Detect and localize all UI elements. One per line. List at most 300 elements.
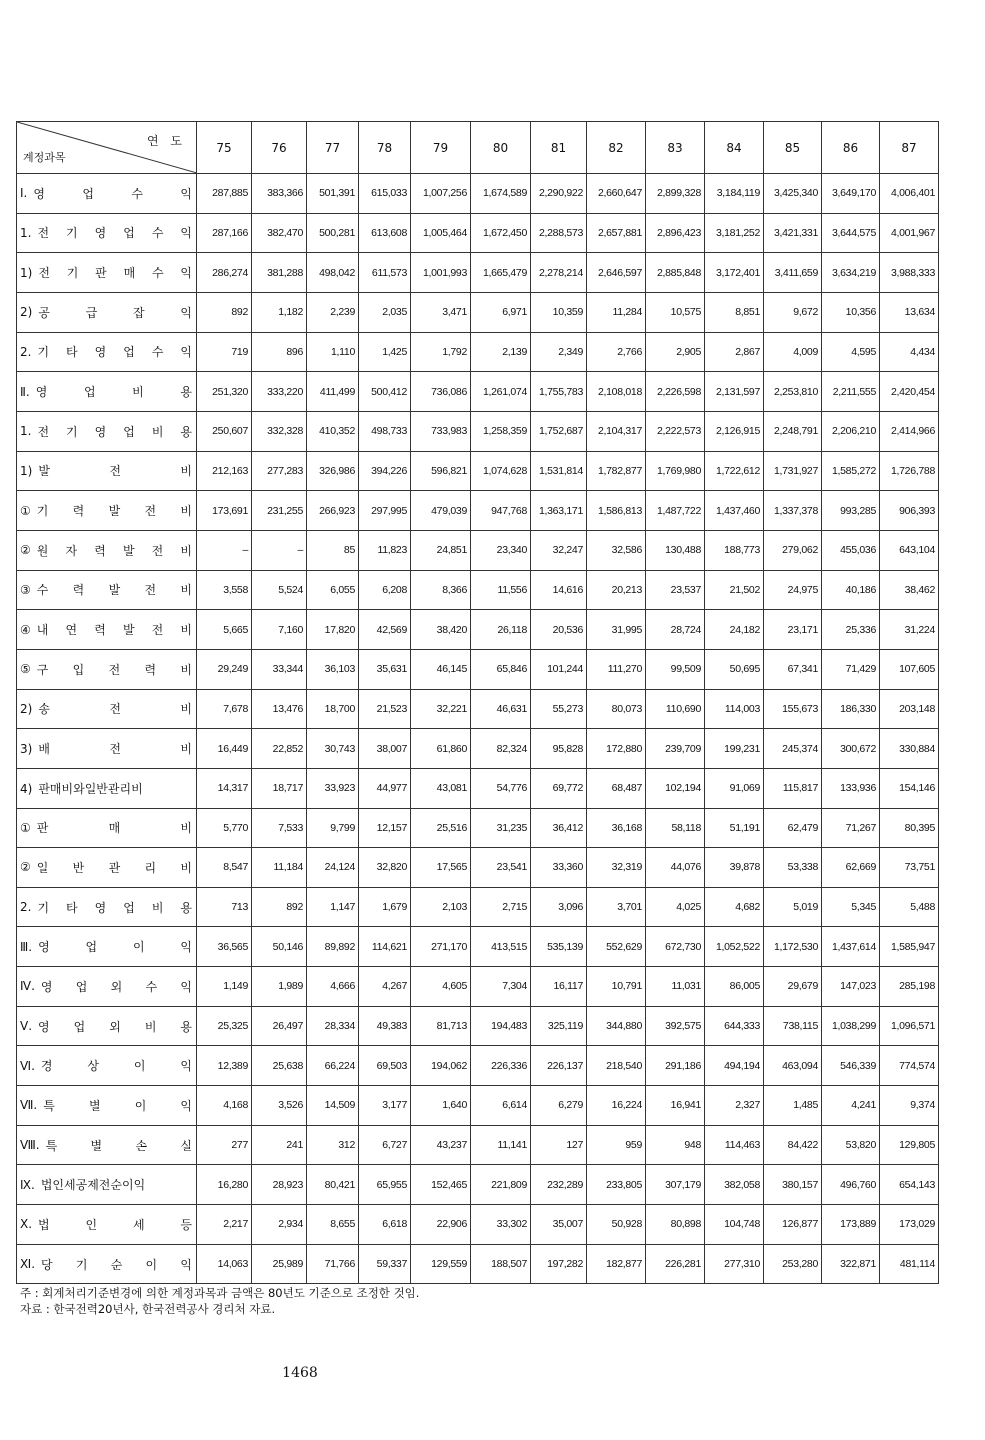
value-cell: 1,585,272 bbox=[822, 451, 880, 491]
value-cell: 22,906 bbox=[411, 1205, 471, 1245]
value-cell: 2,290,922 bbox=[531, 174, 587, 214]
value-cell: 277,283 bbox=[252, 451, 307, 491]
value-cell: 65,846 bbox=[471, 649, 531, 689]
value-cell: 1,005,464 bbox=[411, 213, 471, 253]
value-cell: 114,621 bbox=[359, 927, 411, 967]
value-cell: 2,896,423 bbox=[646, 213, 705, 253]
value-cell: 644,333 bbox=[705, 1006, 764, 1046]
value-cell: 738,115 bbox=[764, 1006, 822, 1046]
value-cell: 16,224 bbox=[587, 1086, 646, 1126]
value-cell: 42,569 bbox=[359, 610, 411, 650]
value-cell: 11,031 bbox=[646, 967, 705, 1007]
value-cell: 129,805 bbox=[880, 1125, 939, 1165]
value-cell: 152,465 bbox=[411, 1165, 471, 1205]
value-cell: 1,674,589 bbox=[471, 174, 531, 214]
value-cell: 8,366 bbox=[411, 570, 471, 610]
value-cell: 736,086 bbox=[411, 372, 471, 412]
value-cell: 455,036 bbox=[822, 530, 880, 570]
value-cell: 101,244 bbox=[531, 649, 587, 689]
value-cell: 3,988,333 bbox=[880, 253, 939, 293]
value-cell: 81,713 bbox=[411, 1006, 471, 1046]
value-cell: 1,640 bbox=[411, 1086, 471, 1126]
value-cell: 1,437,614 bbox=[822, 927, 880, 967]
value-cell: 54,776 bbox=[471, 768, 531, 808]
value-cell: 947,768 bbox=[471, 491, 531, 531]
table-row bbox=[17, 253, 939, 293]
account-number: 1) bbox=[20, 265, 33, 280]
account-label-cell bbox=[17, 808, 197, 848]
value-cell: 287,166 bbox=[197, 213, 252, 253]
value-cell: 23,537 bbox=[646, 570, 705, 610]
value-cell: 23,340 bbox=[471, 530, 531, 570]
value-cell: 25,638 bbox=[252, 1046, 307, 1086]
value-cell: 173,691 bbox=[197, 491, 252, 531]
account-label-cell bbox=[17, 253, 197, 293]
value-cell: 479,039 bbox=[411, 491, 471, 531]
value-cell: 13,634 bbox=[880, 292, 939, 332]
table-row bbox=[17, 1205, 939, 1245]
year-header: 76 bbox=[252, 122, 307, 174]
value-cell: 1,007,256 bbox=[411, 174, 471, 214]
account-label-cell bbox=[17, 174, 197, 214]
value-cell: 277,310 bbox=[705, 1244, 764, 1284]
value-cell: 24,975 bbox=[764, 570, 822, 610]
value-cell: 62,669 bbox=[822, 848, 880, 888]
value-cell: 643,104 bbox=[880, 530, 939, 570]
value-cell: 4,434 bbox=[880, 332, 939, 372]
value-cell: – bbox=[197, 530, 252, 570]
account-label-cell bbox=[17, 451, 197, 491]
account-label-cell bbox=[17, 411, 197, 451]
value-cell: 733,983 bbox=[411, 411, 471, 451]
account-label-cell bbox=[17, 927, 197, 967]
year-header: 79 bbox=[411, 122, 471, 174]
value-cell: 896 bbox=[252, 332, 307, 372]
value-cell: 99,509 bbox=[646, 649, 705, 689]
account-label-cell bbox=[17, 848, 197, 888]
value-cell: 1,665,479 bbox=[471, 253, 531, 293]
value-cell: 18,717 bbox=[252, 768, 307, 808]
value-cell: 4,267 bbox=[359, 967, 411, 1007]
value-cell: 1,074,628 bbox=[471, 451, 531, 491]
value-cell: 80,395 bbox=[880, 808, 939, 848]
value-cell: 10,359 bbox=[531, 292, 587, 332]
value-cell: 231,255 bbox=[252, 491, 307, 531]
account-number: 1. bbox=[20, 424, 32, 439]
value-cell: 20,213 bbox=[587, 570, 646, 610]
table-row bbox=[17, 491, 939, 531]
value-cell: 1,679 bbox=[359, 887, 411, 927]
account-label: 발 전 비 bbox=[38, 464, 192, 479]
value-cell: 394,226 bbox=[359, 451, 411, 491]
value-cell: 3,421,331 bbox=[764, 213, 822, 253]
value-cell: 330,884 bbox=[880, 729, 939, 769]
value-cell: 3,425,340 bbox=[764, 174, 822, 214]
value-cell: 382,470 bbox=[252, 213, 307, 253]
year-axis-label: 연 도 bbox=[147, 134, 182, 148]
account-label: 원 자 력 발 전 비 bbox=[36, 543, 192, 558]
value-cell: 80,073 bbox=[587, 689, 646, 729]
year-header: 86 bbox=[822, 122, 880, 174]
table-row bbox=[17, 1244, 939, 1284]
value-cell: 173,029 bbox=[880, 1205, 939, 1245]
account-label: 당 기 순 이 익 bbox=[41, 1257, 192, 1272]
value-cell: 1,149 bbox=[197, 967, 252, 1007]
value-cell: 10,356 bbox=[822, 292, 880, 332]
value-cell: 2,108,018 bbox=[587, 372, 646, 412]
value-cell: 31,235 bbox=[471, 808, 531, 848]
value-cell: 241 bbox=[252, 1125, 307, 1165]
account-label-cell bbox=[17, 1165, 197, 1205]
table-row bbox=[17, 689, 939, 729]
value-cell: 95,828 bbox=[531, 729, 587, 769]
value-cell: 20,536 bbox=[531, 610, 587, 650]
value-cell: 2,646,597 bbox=[587, 253, 646, 293]
account-number: 1. bbox=[20, 225, 32, 240]
value-cell: 8,851 bbox=[705, 292, 764, 332]
value-cell: 21,523 bbox=[359, 689, 411, 729]
value-cell: 2,885,848 bbox=[646, 253, 705, 293]
value-cell: 127 bbox=[531, 1125, 587, 1165]
account-number: Ⅳ. bbox=[20, 979, 35, 994]
value-cell: 496,760 bbox=[822, 1165, 880, 1205]
value-cell: 71,429 bbox=[822, 649, 880, 689]
value-cell: 104,748 bbox=[705, 1205, 764, 1245]
value-cell: 1,052,522 bbox=[705, 927, 764, 967]
value-cell: 71,267 bbox=[822, 808, 880, 848]
value-cell: 44,076 bbox=[646, 848, 705, 888]
value-cell: 226,137 bbox=[531, 1046, 587, 1086]
value-cell: 774,574 bbox=[880, 1046, 939, 1086]
value-cell: 44,977 bbox=[359, 768, 411, 808]
value-cell: 16,449 bbox=[197, 729, 252, 769]
value-cell: 21,502 bbox=[705, 570, 764, 610]
account-number: ④ bbox=[20, 622, 31, 637]
value-cell: 1,261,074 bbox=[471, 372, 531, 412]
table-row bbox=[17, 808, 939, 848]
value-cell: 233,805 bbox=[587, 1165, 646, 1205]
value-cell: 51,191 bbox=[705, 808, 764, 848]
value-cell: 24,124 bbox=[307, 848, 359, 888]
value-cell: 2,217 bbox=[197, 1205, 252, 1245]
value-cell: 173,889 bbox=[822, 1205, 880, 1245]
account-label-cell bbox=[17, 1125, 197, 1165]
value-cell: 86,005 bbox=[705, 967, 764, 1007]
value-cell: 59,337 bbox=[359, 1244, 411, 1284]
value-cell: 188,773 bbox=[705, 530, 764, 570]
value-cell: 172,880 bbox=[587, 729, 646, 769]
value-cell: 713 bbox=[197, 887, 252, 927]
value-cell: 498,042 bbox=[307, 253, 359, 293]
value-cell: 2,899,328 bbox=[646, 174, 705, 214]
value-cell: 2,867 bbox=[705, 332, 764, 372]
value-cell: 66,224 bbox=[307, 1046, 359, 1086]
value-cell: 49,383 bbox=[359, 1006, 411, 1046]
value-cell: 535,139 bbox=[531, 927, 587, 967]
value-cell: 25,516 bbox=[411, 808, 471, 848]
note-line: 주 : 회계처리기준변경에 의한 계정과목과 금액은 80년도 기준으로 조정한 것임. bbox=[20, 1286, 420, 1300]
account-number: ① bbox=[20, 820, 31, 835]
year-header: 82 bbox=[587, 122, 646, 174]
value-cell: 35,007 bbox=[531, 1205, 587, 1245]
value-cell: 297,995 bbox=[359, 491, 411, 531]
account-axis-label: 계정과목 bbox=[23, 151, 66, 164]
value-cell: 1,437,460 bbox=[705, 491, 764, 531]
value-cell: 71,766 bbox=[307, 1244, 359, 1284]
value-cell: 2,126,915 bbox=[705, 411, 764, 451]
value-cell: 31,224 bbox=[880, 610, 939, 650]
value-cell: 17,565 bbox=[411, 848, 471, 888]
value-cell: 2,905 bbox=[646, 332, 705, 372]
value-cell: 1,722,612 bbox=[705, 451, 764, 491]
table-row bbox=[17, 649, 939, 689]
value-cell: 40,186 bbox=[822, 570, 880, 610]
value-cell: 23,541 bbox=[471, 848, 531, 888]
value-cell: 102,194 bbox=[646, 768, 705, 808]
value-cell: 6,055 bbox=[307, 570, 359, 610]
value-cell: 300,672 bbox=[822, 729, 880, 769]
value-cell: 115,817 bbox=[764, 768, 822, 808]
table-row bbox=[17, 411, 939, 451]
value-cell: 2,278,214 bbox=[531, 253, 587, 293]
value-cell: 253,280 bbox=[764, 1244, 822, 1284]
account-label-cell bbox=[17, 1006, 197, 1046]
table-row bbox=[17, 570, 939, 610]
account-label-cell bbox=[17, 768, 197, 808]
value-cell: 4,605 bbox=[411, 967, 471, 1007]
value-cell: 36,168 bbox=[587, 808, 646, 848]
value-cell: 38,007 bbox=[359, 729, 411, 769]
value-cell: 31,995 bbox=[587, 610, 646, 650]
table-row bbox=[17, 213, 939, 253]
table-row bbox=[17, 1125, 939, 1165]
value-cell: 1,769,980 bbox=[646, 451, 705, 491]
value-cell: 906,393 bbox=[880, 491, 939, 531]
value-cell: 2,660,647 bbox=[587, 174, 646, 214]
value-cell: 307,179 bbox=[646, 1165, 705, 1205]
account-number: Ⅵ. bbox=[20, 1058, 35, 1073]
table-row bbox=[17, 451, 939, 491]
value-cell: 245,374 bbox=[764, 729, 822, 769]
account-label: 전 기 판 매 수 익 bbox=[38, 266, 192, 281]
value-cell: 53,338 bbox=[764, 848, 822, 888]
value-cell: 25,336 bbox=[822, 610, 880, 650]
value-cell: 38,420 bbox=[411, 610, 471, 650]
value-cell: 218,540 bbox=[587, 1046, 646, 1086]
account-number: 2) bbox=[20, 701, 33, 716]
value-cell: 22,852 bbox=[252, 729, 307, 769]
value-cell: 16,280 bbox=[197, 1165, 252, 1205]
value-cell: 186,330 bbox=[822, 689, 880, 729]
value-cell: 1,731,927 bbox=[764, 451, 822, 491]
value-cell: 392,575 bbox=[646, 1006, 705, 1046]
account-label-cell bbox=[17, 491, 197, 531]
value-cell: 61,860 bbox=[411, 729, 471, 769]
value-cell: 266,923 bbox=[307, 491, 359, 531]
value-cell: 11,141 bbox=[471, 1125, 531, 1165]
year-header: 85 bbox=[764, 122, 822, 174]
value-cell: 14,063 bbox=[197, 1244, 252, 1284]
value-cell: 2,253,810 bbox=[764, 372, 822, 412]
table-row bbox=[17, 729, 939, 769]
table-row bbox=[17, 1046, 939, 1086]
account-number: 4) bbox=[20, 781, 33, 796]
account-label: 경 상 이 익 bbox=[40, 1059, 192, 1074]
account-number: ③ bbox=[20, 582, 31, 597]
account-label: 수 력 발 전 비 bbox=[36, 583, 192, 598]
value-cell: 271,170 bbox=[411, 927, 471, 967]
account-label: 기 타 영 업 수 익 bbox=[37, 345, 192, 360]
value-cell: 4,241 bbox=[822, 1086, 880, 1126]
account-label-cell bbox=[17, 530, 197, 570]
account-label: 영 업 이 익 bbox=[38, 940, 192, 955]
value-cell: 2,239 bbox=[307, 292, 359, 332]
value-cell: 892 bbox=[197, 292, 252, 332]
value-cell: 286,274 bbox=[197, 253, 252, 293]
value-cell: 2,288,573 bbox=[531, 213, 587, 253]
value-cell: 2,206,210 bbox=[822, 411, 880, 451]
value-cell: 9,374 bbox=[880, 1086, 939, 1126]
value-cell: 7,304 bbox=[471, 967, 531, 1007]
value-cell: 3,411,659 bbox=[764, 253, 822, 293]
value-cell: 719 bbox=[197, 332, 252, 372]
value-cell: 239,709 bbox=[646, 729, 705, 769]
account-label: 배 전 비 bbox=[38, 742, 192, 757]
value-cell: 3,644,575 bbox=[822, 213, 880, 253]
value-cell: 197,282 bbox=[531, 1244, 587, 1284]
value-cell: 2,414,966 bbox=[880, 411, 939, 451]
value-cell: 58,118 bbox=[646, 808, 705, 848]
account-number: 2) bbox=[20, 305, 33, 320]
value-cell: 80,421 bbox=[307, 1165, 359, 1205]
value-cell: 2,104,317 bbox=[587, 411, 646, 451]
account-number: ② bbox=[20, 860, 31, 875]
year-header: 75 bbox=[197, 122, 252, 174]
table-row bbox=[17, 1165, 939, 1205]
value-cell: 2,349 bbox=[531, 332, 587, 372]
value-cell: 3,172,401 bbox=[705, 253, 764, 293]
account-label-cell bbox=[17, 610, 197, 650]
value-cell: 23,171 bbox=[764, 610, 822, 650]
value-cell: 199,231 bbox=[705, 729, 764, 769]
value-cell: 6,208 bbox=[359, 570, 411, 610]
value-cell: 212,163 bbox=[197, 451, 252, 491]
value-cell: 2,131,597 bbox=[705, 372, 764, 412]
value-cell: 382,058 bbox=[705, 1165, 764, 1205]
value-cell: 14,616 bbox=[531, 570, 587, 610]
value-cell: 463,094 bbox=[764, 1046, 822, 1086]
value-cell: 24,851 bbox=[411, 530, 471, 570]
value-cell: 501,391 bbox=[307, 174, 359, 214]
value-cell: 2,327 bbox=[705, 1086, 764, 1126]
value-cell: 332,328 bbox=[252, 411, 307, 451]
value-cell: 287,885 bbox=[197, 174, 252, 214]
account-label: 영 업 비 용 bbox=[35, 385, 192, 400]
value-cell: 36,412 bbox=[531, 808, 587, 848]
value-cell: 4,595 bbox=[822, 332, 880, 372]
value-cell: 5,488 bbox=[880, 887, 939, 927]
account-label: 기 력 발 전 비 bbox=[36, 504, 192, 519]
value-cell: 1,586,813 bbox=[587, 491, 646, 531]
account-label-cell bbox=[17, 372, 197, 412]
value-cell: 3,177 bbox=[359, 1086, 411, 1126]
account-label: 기 타 영 업 비 용 bbox=[37, 900, 192, 915]
account-number: 3) bbox=[20, 741, 33, 756]
value-cell: 50,928 bbox=[587, 1205, 646, 1245]
value-cell: 14,317 bbox=[197, 768, 252, 808]
value-cell: 333,220 bbox=[252, 372, 307, 412]
value-cell: 5,770 bbox=[197, 808, 252, 848]
value-cell: 2,035 bbox=[359, 292, 411, 332]
value-cell: 182,877 bbox=[587, 1244, 646, 1284]
year-header: 83 bbox=[646, 122, 705, 174]
value-cell: 2,420,454 bbox=[880, 372, 939, 412]
account-label: 구 입 전 력 비 bbox=[36, 662, 192, 677]
value-cell: 28,923 bbox=[252, 1165, 307, 1205]
value-cell: 325,119 bbox=[531, 1006, 587, 1046]
account-label: 특 별 이 익 bbox=[43, 1098, 192, 1113]
year-header: 87 bbox=[880, 122, 939, 174]
value-cell: 35,631 bbox=[359, 649, 411, 689]
value-cell: 8,655 bbox=[307, 1205, 359, 1245]
value-cell: – bbox=[252, 530, 307, 570]
value-cell: 326,986 bbox=[307, 451, 359, 491]
notes bbox=[20, 1285, 419, 1317]
value-cell: 32,820 bbox=[359, 848, 411, 888]
value-cell: 29,249 bbox=[197, 649, 252, 689]
account-label: 영 업 수 익 bbox=[33, 186, 192, 201]
value-cell: 8,547 bbox=[197, 848, 252, 888]
value-cell: 33,344 bbox=[252, 649, 307, 689]
value-cell: 36,103 bbox=[307, 649, 359, 689]
value-cell: 2,934 bbox=[252, 1205, 307, 1245]
value-cell: 5,665 bbox=[197, 610, 252, 650]
value-cell: 14,509 bbox=[307, 1086, 359, 1126]
account-number: 1) bbox=[20, 463, 33, 478]
account-number: 2. bbox=[20, 344, 32, 359]
account-label-cell bbox=[17, 967, 197, 1007]
value-cell: 596,821 bbox=[411, 451, 471, 491]
value-cell: 50,146 bbox=[252, 927, 307, 967]
value-cell: 4,666 bbox=[307, 967, 359, 1007]
value-cell: 500,412 bbox=[359, 372, 411, 412]
value-cell: 33,923 bbox=[307, 768, 359, 808]
value-cell: 69,772 bbox=[531, 768, 587, 808]
table-body bbox=[17, 174, 939, 1284]
account-label-cell bbox=[17, 292, 197, 332]
table-row bbox=[17, 372, 939, 412]
value-cell: 6,727 bbox=[359, 1125, 411, 1165]
value-cell: 46,631 bbox=[471, 689, 531, 729]
value-cell: 43,081 bbox=[411, 768, 471, 808]
value-cell: 188,507 bbox=[471, 1244, 531, 1284]
account-label-cell bbox=[17, 1244, 197, 1284]
value-cell: 29,679 bbox=[764, 967, 822, 1007]
value-cell: 26,497 bbox=[252, 1006, 307, 1046]
account-number: ① bbox=[20, 503, 31, 518]
value-cell: 9,672 bbox=[764, 292, 822, 332]
value-cell: 2,226,598 bbox=[646, 372, 705, 412]
value-cell: 26,118 bbox=[471, 610, 531, 650]
account-number: Ⅱ. bbox=[20, 384, 30, 399]
value-cell: 1,110 bbox=[307, 332, 359, 372]
value-cell: 133,936 bbox=[822, 768, 880, 808]
value-cell: 1,182 bbox=[252, 292, 307, 332]
value-cell: 3,558 bbox=[197, 570, 252, 610]
value-cell: 672,730 bbox=[646, 927, 705, 967]
account-label-cell bbox=[17, 332, 197, 372]
value-cell: 3,526 bbox=[252, 1086, 307, 1126]
